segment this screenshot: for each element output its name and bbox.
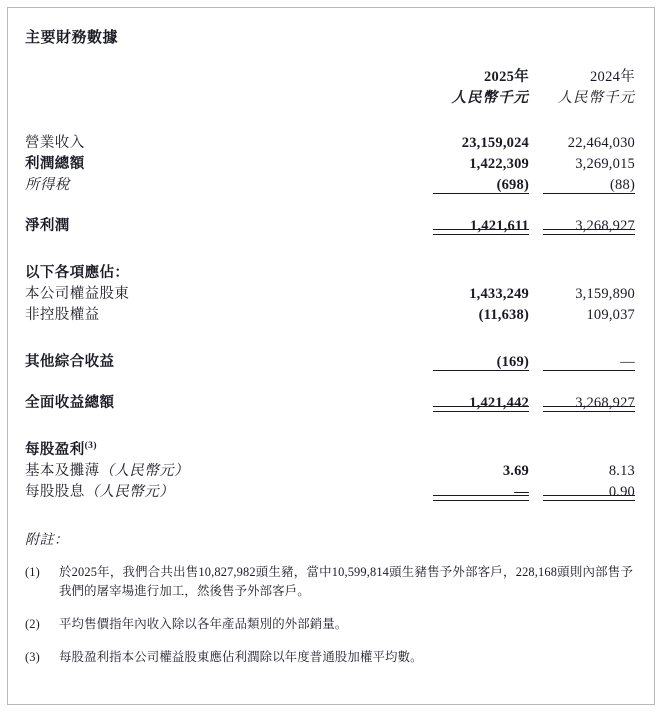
income-tax-2024: (88) [610,177,635,193]
total-ci-2025: 1,421,442 [469,395,529,411]
row-label-eps-header [17,440,431,461]
row-label-net-profit: 淨利潤 [25,218,70,234]
non-controlling-2025: (11,638) [478,307,529,323]
spacer [17,237,647,263]
note-index: (1) [25,565,40,579]
row-label-total-ci: 全面收益總額 [25,395,115,411]
equity-holders-2024: 3,159,890 [575,286,635,302]
non-controlling-2024: 109,037 [586,307,635,323]
notes-list [17,563,647,667]
eps-footnote-marker: (3) [84,441,97,452]
dps-text: 每股股息 [25,484,85,500]
dps-unit: （人民幣元） [84,484,175,500]
document-content [17,18,647,681]
eps-basic-text: 基本及攤薄 [25,463,100,479]
table-row-non-controlling [17,305,647,326]
eps-header-text: 每股盈利 [25,442,85,458]
equity-holders-2025: 1,433,249 [469,286,529,302]
note-index: (3) [25,650,40,664]
spacer [17,326,647,352]
table-row-profit-before-tax [17,154,647,175]
spacer [17,196,647,216]
row-label-revenue: 營業收入 [25,135,85,151]
row-label-dps [17,482,431,503]
notes-heading: 附註： [25,533,69,548]
header-unit-2025: 人民幣千元 [451,90,529,106]
attributable-2025 [431,263,541,284]
row-label-profit-before-tax: 利潤總額 [25,156,85,172]
net-profit-2025: 1,421,611 [470,218,529,234]
note-item [25,648,647,667]
note-item [25,563,647,601]
header-year-2024: 2024年 [590,69,635,85]
header-unit-2024: 人民幣千元 [557,90,635,106]
eps-header-2024 [541,440,647,461]
eps-basic-unit: （人民幣元） [99,463,189,479]
dps-2024: 0.90 [608,484,635,500]
spacer [17,414,647,440]
row-label-non-controlling: 非控股權益 [25,307,100,323]
header-blank-cell-2 [17,88,431,109]
profit-before-tax-2024: 3,269,015 [575,156,635,172]
dps-2025: — [514,484,529,500]
spacer [17,109,647,133]
net-profit-2024: 3,268,927 [575,218,635,234]
row-label-oci: 其他綜合收益 [25,354,115,370]
row-label-eps-basic [17,461,431,482]
oci-2024: — [620,354,635,370]
page-frame [7,7,655,705]
table-row-revenue [17,133,647,154]
header-blank-cell [17,67,431,88]
attributable-2024 [541,263,647,284]
note-text: 於2025年，我們合共出售10,827,982頭生豬，當中10,599,814頭生豬售予外部客戶，228,168頭則內部售予我們的屠宰場進行加工，然後售予外部客戶。 [59,565,633,598]
table-row-eps-header [17,440,647,461]
oci-2025: (169) [496,354,529,370]
table-row-attributable-header [17,263,647,284]
total-ci-2024: 3,268,927 [575,395,635,411]
financial-summary-table [17,67,647,503]
row-label-income-tax: 所得稅 [25,177,70,193]
revenue-2024: 22,464,030 [567,135,635,151]
note-text: 每股盈利指本公司權益股東應佔利潤除以年度普通股加權平均數。 [59,650,423,664]
note-item [25,615,647,634]
eps-basic-2024: 8.13 [608,463,635,479]
income-tax-2025: (698) [496,177,529,193]
spacer [17,373,647,393]
profit-before-tax-2025: 1,422,309 [469,156,529,172]
row-label-attributable: 以下各項應佔： [25,265,130,281]
table-header-year-row [17,67,647,88]
table-row-eps-basic-diluted [17,461,647,482]
table-header-unit-row [17,88,647,109]
note-index: (2) [25,617,40,631]
eps-header-2025 [431,440,541,461]
eps-basic-2025: 3.69 [502,463,529,479]
note-text: 平均售價指年內收入除以各年產品類別的外部銷量。 [59,617,348,631]
header-year-2025: 2025年 [484,69,529,85]
page-title: 主要財務數據 [25,30,119,46]
table-row-equity-holders [17,284,647,305]
row-label-equity-holders: 本公司權益股東 [25,286,130,302]
revenue-2025: 23,159,024 [461,135,529,151]
